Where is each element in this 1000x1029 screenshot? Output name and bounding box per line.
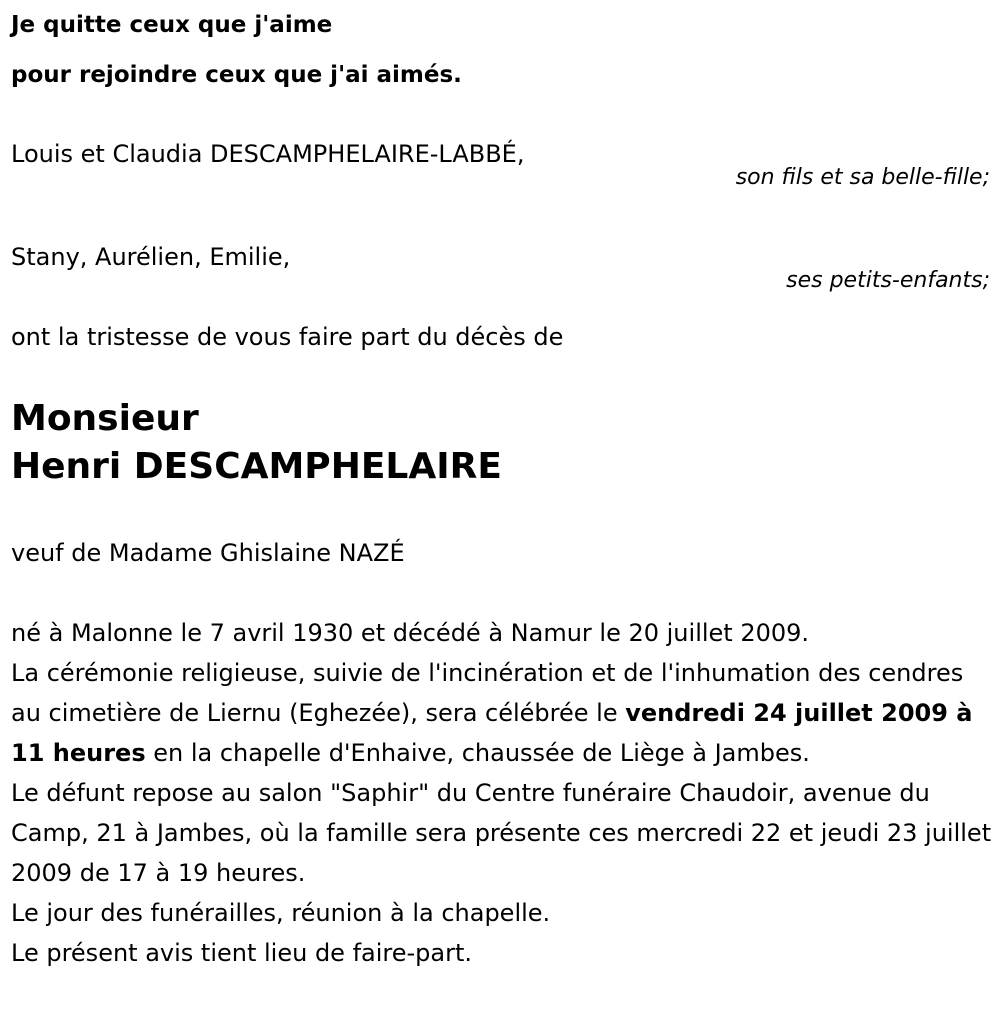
family-names-son: Louis et Claudia DESCAMPHELAIRE-LABBÉ, (11, 140, 525, 168)
announcement-text: ont la tristesse de vous faire part du décès de (11, 323, 564, 351)
birth-death-line: né à Malonne le 7 avril 1930 et décédé à Namur le 20 juillet 2009. (11, 619, 810, 647)
ceremony-paragraph (11, 653, 996, 773)
widow-line: veuf de Madame Ghislaine NAZÉ (11, 539, 405, 567)
viewing-paragraph: Le défunt repose au salon "Saphir" du Centre funéraire Chaudoir, avenue du Camp, 21 à Jambes, où la famille sera présente ces mercredi 22 et jeudi 23 juillet 2009 de 17 à 19 heures. (11, 779, 992, 887)
funeral-day-line: Le jour des funérailles, réunion à la chapelle. (11, 899, 551, 927)
epigraph-line-1: Je quitte ceux que j'aime (11, 12, 333, 38)
family-names-grandchildren: Stany, Aurélien, Emilie, (11, 243, 291, 271)
ceremony-date: vendredi 24 juillet 2009 à 11 heures (11, 699, 973, 767)
family-relation-grandchildren: ses petits-enfants; (786, 268, 990, 293)
ceremony-suffix: en la chapelle d'Enhaive, chaussée de Liège à Jambes. (145, 739, 810, 767)
notice-line: Le présent avis tient lieu de faire-part. (11, 939, 473, 967)
details-block (11, 613, 996, 973)
deceased-title: Monsieur (11, 398, 199, 439)
family-relation-son: son fils et sa belle-fille; (735, 165, 990, 190)
deceased-name: Henri DESCAMPHELAIRE (11, 446, 502, 487)
epigraph-line-2: pour rejoindre ceux que j'ai aimés. (11, 62, 462, 88)
ceremony-prefix: La cérémonie religieuse, suivie de l'incinération et de l'inhumation des cendres au cimetière de Liernu (Eghezée), sera célébrée le (11, 659, 964, 727)
